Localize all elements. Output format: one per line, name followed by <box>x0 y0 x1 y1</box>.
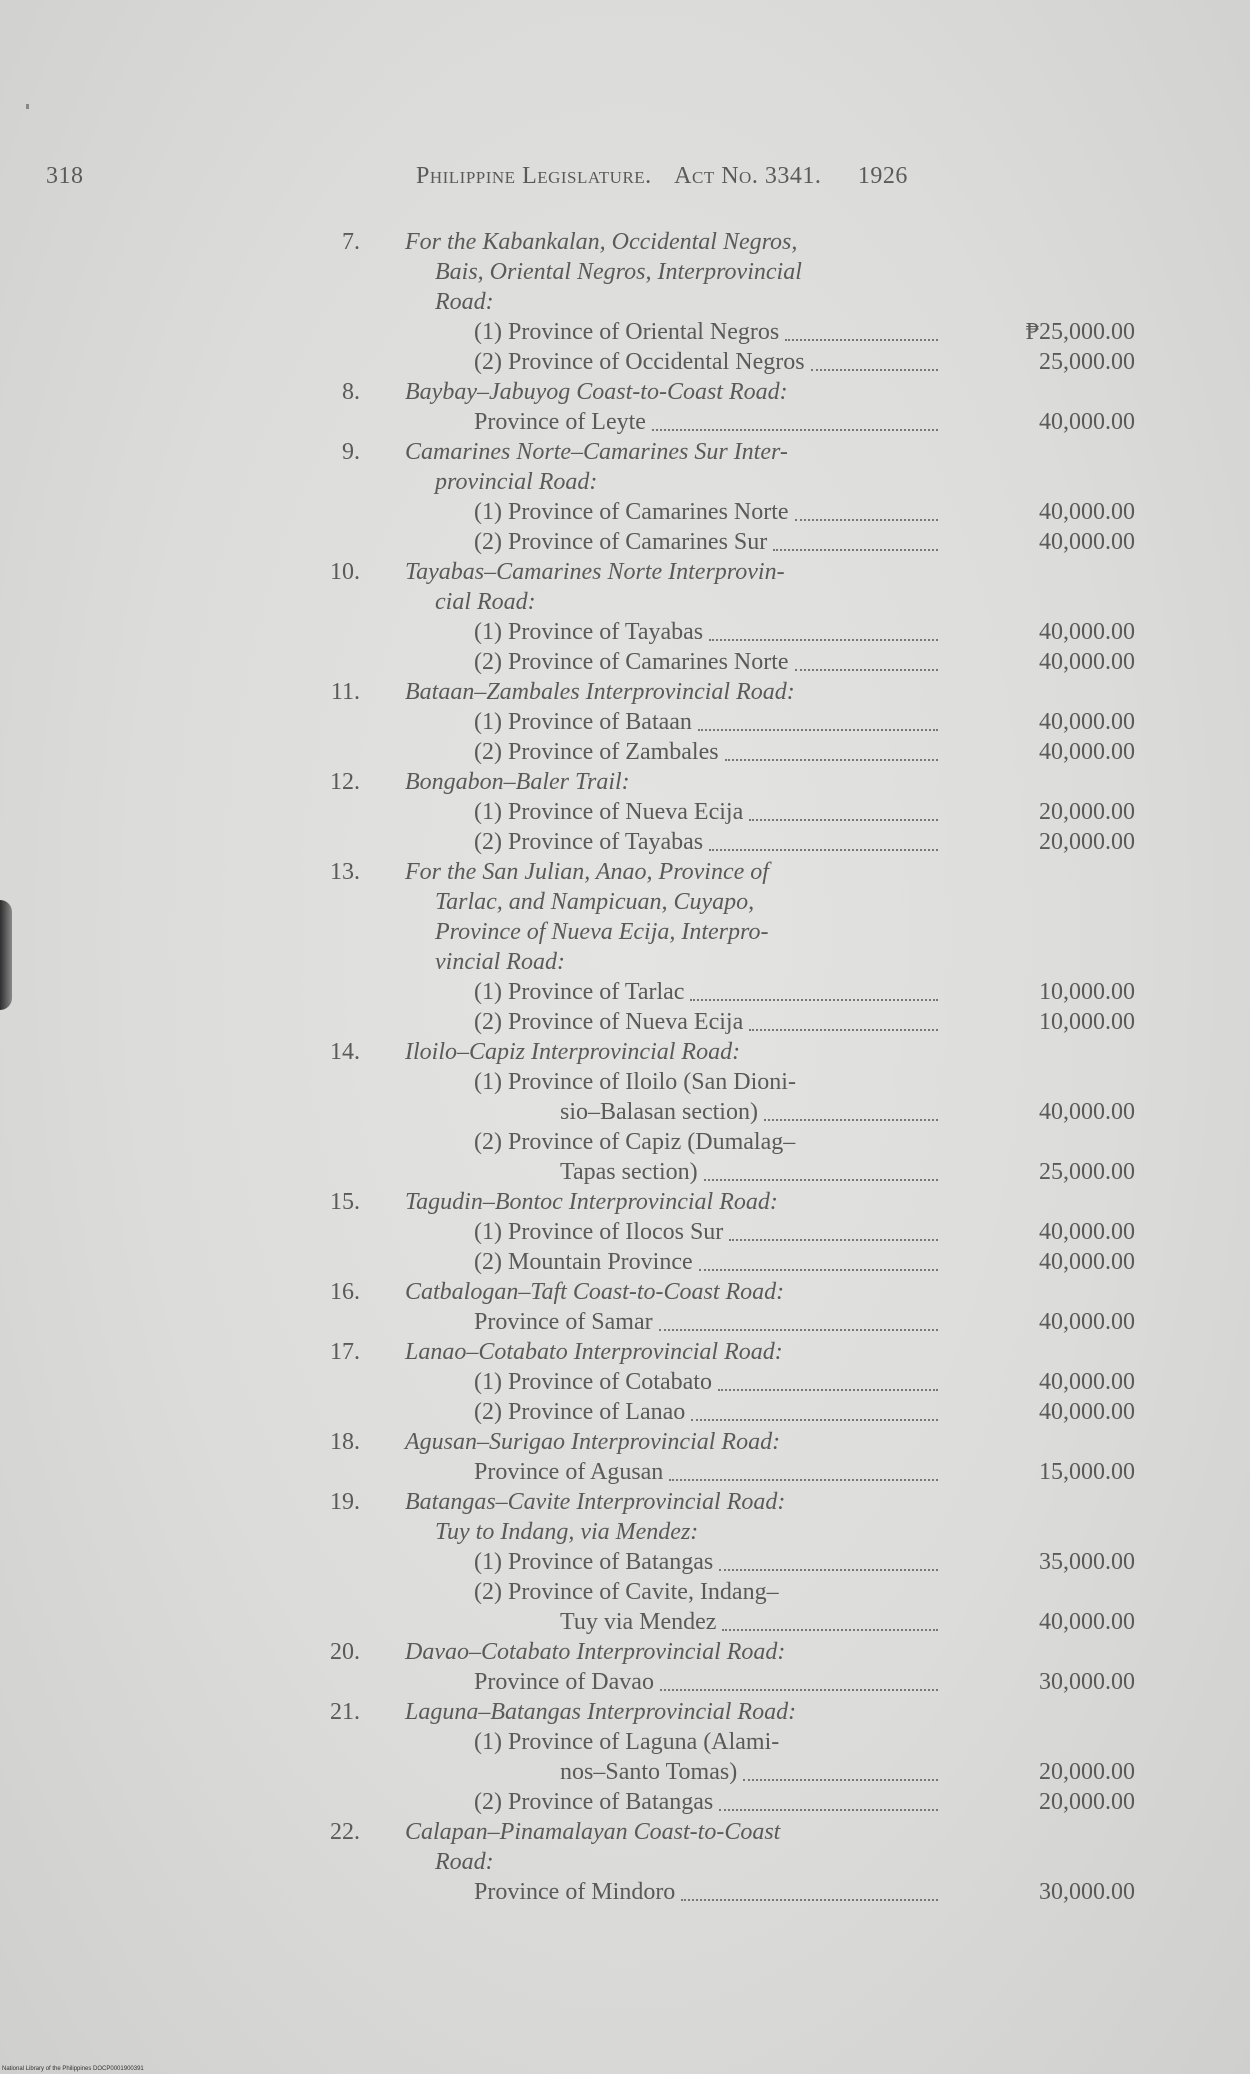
province-line: (1) Province of Cotabato <box>474 1369 712 1395</box>
province-line: Province of Davao <box>474 1669 654 1695</box>
item-number: 17. <box>330 1339 360 1365</box>
dot-leader <box>652 429 938 431</box>
item-title-line: Camarines Norte–Camarines Sur Inter- <box>405 439 788 465</box>
item-number: 16. <box>330 1279 360 1305</box>
amount: 30,000.00 <box>1039 1879 1135 1905</box>
running-title-act: Act No. 3341. <box>674 163 822 189</box>
amount: 40,000.00 <box>1039 499 1135 525</box>
amount: 20,000.00 <box>1039 799 1135 825</box>
amount: 40,000.00 <box>1039 1609 1135 1635</box>
dot-leader <box>660 1689 938 1691</box>
item-title-line: Baybay–Jabuyog Coast-to-Coast Road: <box>405 379 788 405</box>
province-line: (2) Province of Camarines Sur <box>474 529 768 555</box>
dot-leader <box>690 999 938 1001</box>
item-title-line: Tayabas–Camarines Norte Interprovin- <box>405 559 785 585</box>
dot-leader <box>795 519 938 521</box>
dot-leader <box>743 1779 938 1781</box>
province-line: (2) Province of Batangas <box>474 1789 714 1815</box>
dot-leader <box>669 1479 938 1481</box>
dot-leader <box>811 369 938 371</box>
item-title-line: Road: <box>435 289 494 315</box>
item-title-line: Bataan–Zambales Interprovincial Road: <box>405 679 795 705</box>
dot-leader <box>709 849 938 851</box>
item-number: 20. <box>330 1639 360 1665</box>
page-number: 318 <box>46 163 84 189</box>
dot-leader <box>709 639 938 641</box>
item-number: 19. <box>330 1489 360 1515</box>
scan-footer: National Library of the Philippines DOCP0001900391 <box>2 2066 144 2072</box>
item-number: 22. <box>330 1819 360 1845</box>
amount: 40,000.00 <box>1039 409 1135 435</box>
amount: 10,000.00 <box>1039 979 1135 1005</box>
dot-leader <box>718 1389 938 1391</box>
amount: 40,000.00 <box>1039 529 1135 555</box>
item-title-line: vincial Road: <box>435 949 565 975</box>
dot-leader <box>795 669 938 671</box>
item-title-line: provincial Road: <box>435 469 598 495</box>
province-line: (2) Province of Lanao <box>474 1399 686 1425</box>
province-line: (1) Province of Oriental Negros <box>474 319 780 345</box>
item-title-line: Agusan–Surigao Interprovincial Road: <box>405 1429 781 1455</box>
dot-leader <box>719 1569 938 1571</box>
running-title-year: 1926 <box>857 163 908 189</box>
dot-leader <box>704 1179 938 1181</box>
dot-leader <box>699 1269 938 1271</box>
item-number: 18. <box>330 1429 360 1455</box>
province-line: (1) Province of Tayabas <box>474 619 704 645</box>
amount: 10,000.00 <box>1039 1009 1135 1035</box>
amount: 20,000.00 <box>1039 1759 1135 1785</box>
province-line: (2) Province of Camarines Norte <box>474 649 789 675</box>
province-line: (2) Province of Cavite, Indang– <box>474 1579 779 1605</box>
amount: 40,000.00 <box>1039 739 1135 765</box>
province-line: (1) Province of Nueva Ecija <box>474 799 744 825</box>
dot-leader <box>729 1239 938 1241</box>
province-line: (2) Province of Capiz (Dumalag– <box>474 1129 796 1155</box>
item-title-line: Batangas–Cavite Interprovincial Road: <box>405 1489 786 1515</box>
amount: 40,000.00 <box>1039 1249 1135 1275</box>
item-title-line: Bais, Oriental Negros, Interprovincial <box>435 259 802 285</box>
item-number: 11. <box>330 679 360 705</box>
province-line-continued: Tapas section) <box>560 1159 698 1185</box>
item-title-line: Tarlac, and Nampicuan, Cuyapo, <box>435 889 755 915</box>
province-line: (1) Province of Ilocos Sur <box>474 1219 724 1245</box>
item-title-line: Bongabon–Baler Trail: <box>405 769 630 795</box>
amount: 20,000.00 <box>1039 1789 1135 1815</box>
dot-leader <box>773 549 938 551</box>
item-number: 9. <box>342 439 360 465</box>
province-line: (1) Province of Laguna (Alami- <box>474 1729 780 1755</box>
item-title-line: Catbalogan–Taft Coast-to-Coast Road: <box>405 1279 785 1305</box>
item-title-line: Davao–Cotabato Interprovincial Road: <box>405 1639 786 1665</box>
province-line: (1) Province of Iloilo (San Dioni- <box>474 1069 796 1095</box>
amount: ₱25,000.00 <box>1025 319 1135 345</box>
province-line: (2) Province of Occidental Negros <box>474 349 805 375</box>
amount: 40,000.00 <box>1039 1099 1135 1125</box>
dot-leader <box>719 1809 938 1811</box>
dot-leader <box>764 1119 938 1121</box>
province-line: (2) Province of Zambales <box>474 739 719 765</box>
item-title-line: cial Road: <box>435 589 536 615</box>
dot-leader <box>785 339 938 341</box>
dot-leader <box>722 1629 938 1631</box>
dot-leader <box>749 1029 938 1031</box>
dot-leader <box>698 729 938 731</box>
amount: 40,000.00 <box>1039 1219 1135 1245</box>
item-title-line: Calapan–Pinamalayan Coast-to-Coast <box>405 1819 781 1845</box>
running-title-legislature: Philippine Legislature. <box>416 163 652 189</box>
item-title-line: Iloilo–Capiz Interprovincial Road: <box>405 1039 741 1065</box>
province-line: (2) Province of Tayabas <box>474 829 704 855</box>
amount: 20,000.00 <box>1039 829 1135 855</box>
amount: 30,000.00 <box>1039 1669 1135 1695</box>
item-number: 7. <box>342 229 360 255</box>
amount: 40,000.00 <box>1039 709 1135 735</box>
province-line-continued: sio–Balasan section) <box>560 1099 758 1125</box>
item-number: 15. <box>330 1189 360 1215</box>
item-number: 12. <box>330 769 360 795</box>
amount: 40,000.00 <box>1039 649 1135 675</box>
item-title-line: Province of Nueva Ecija, Interpro- <box>435 919 769 945</box>
item-number: 8. <box>342 379 360 405</box>
province-line: (2) Mountain Province <box>474 1249 693 1275</box>
amount: 40,000.00 <box>1039 1369 1135 1395</box>
amount: 35,000.00 <box>1039 1549 1135 1575</box>
dot-leader <box>725 759 938 761</box>
dot-leader <box>681 1899 938 1901</box>
amount: 40,000.00 <box>1039 619 1135 645</box>
amount: 40,000.00 <box>1039 1309 1135 1335</box>
province-line-continued: Tuy via Mendez <box>560 1609 717 1635</box>
dot-leader <box>659 1329 938 1331</box>
province-line: Province of Agusan <box>474 1459 664 1485</box>
item-title-line: For the San Julian, Anao, Province of <box>405 859 769 885</box>
province-line-continued: nos–Santo Tomas) <box>560 1759 738 1785</box>
amount: 40,000.00 <box>1039 1399 1135 1425</box>
dot-leader <box>749 819 938 821</box>
item-title-line: Tagudin–Bontoc Interprovincial Road: <box>405 1189 778 1215</box>
province-line: (1) Province of Batangas <box>474 1549 714 1575</box>
province-line: Province of Leyte <box>474 409 646 435</box>
amount: 15,000.00 <box>1039 1459 1135 1485</box>
dot-leader <box>691 1419 938 1421</box>
province-line: (1) Province of Camarines Norte <box>474 499 789 525</box>
amount: 25,000.00 <box>1039 1159 1135 1185</box>
province-line: (2) Province of Nueva Ecija <box>474 1009 744 1035</box>
province-line: (1) Province of Tarlac <box>474 979 685 1005</box>
amount: 25,000.00 <box>1039 349 1135 375</box>
item-number: 13. <box>330 859 360 885</box>
item-title-line: Tuy to Indang, via Mendez: <box>435 1519 699 1545</box>
province-line: Province of Samar <box>474 1309 653 1335</box>
province-line: (1) Province of Bataan <box>474 709 692 735</box>
item-title-line: Road: <box>435 1849 494 1875</box>
item-title-line: Laguna–Batangas Interprovincial Road: <box>405 1699 797 1725</box>
item-number: 10. <box>330 559 360 585</box>
item-title-line: Lanao–Cotabato Interprovincial Road: <box>405 1339 783 1365</box>
province-line: Province of Mindoro <box>474 1879 676 1905</box>
item-title-line: For the Kabankalan, Occidental Negros, <box>405 229 798 255</box>
item-number: 14. <box>330 1039 360 1065</box>
item-number: 21. <box>330 1699 360 1725</box>
